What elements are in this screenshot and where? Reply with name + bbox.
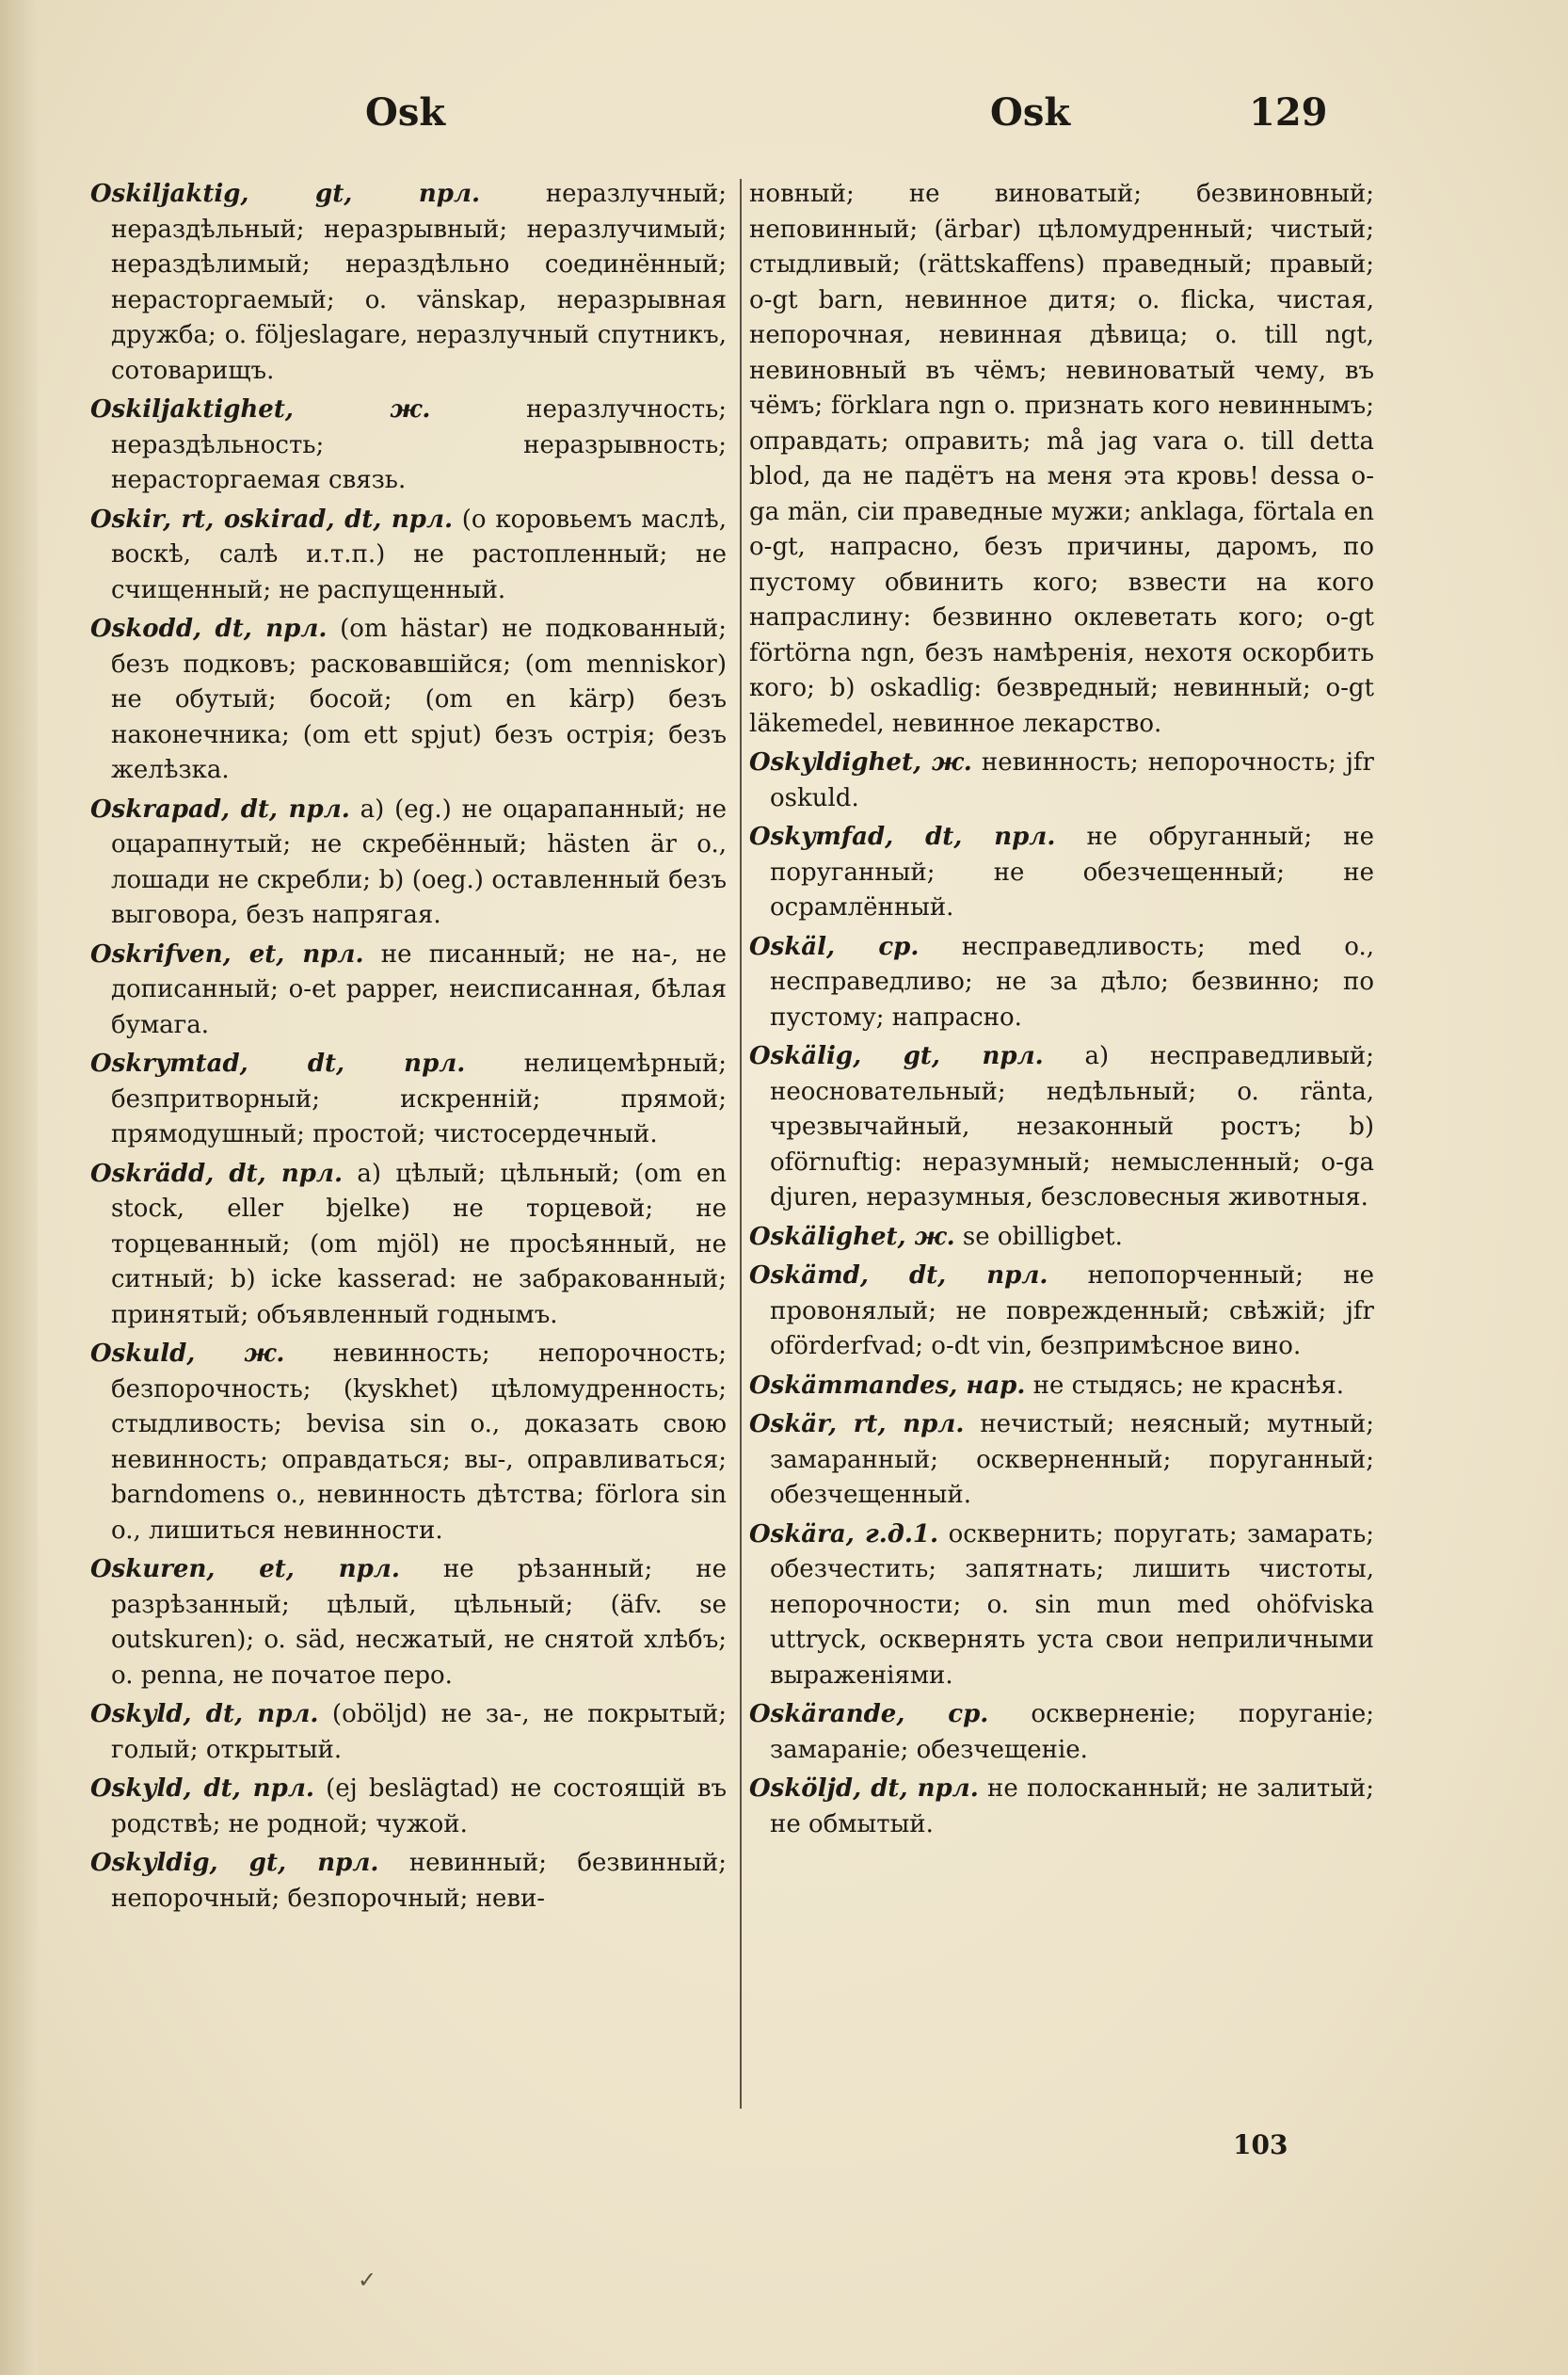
dictionary-entry [90,393,727,499]
dictionary-entry [749,1220,1374,1256]
dictionary-entry [749,1369,1374,1404]
entry-headword: Oskrapad, dt, прл. [90,794,350,824]
entry-definition: a) несправедливый; неосновательный; недѣльный; o. ränta, чрезвычайный, незаконный ростъ; b) oförnuftig: неразумный; немысленный; o-ga djuren, неразумныя, безсловесныя животныя. [770,1042,1374,1212]
entry-definition: не рѣзанный; не разрѣзанный; цѣлый, цѣльный; (äfv. se outskuren); o. säd, несжатый, не снятой хлѣбъ; o. penna, не початое перо. [111,1555,727,1690]
pencil-mark: ✓ [358,2267,377,2293]
dictionary-entry [90,503,727,609]
dictionary-entry [90,938,727,1044]
entry-definition: не писанный; не на-, не дописанный; o-et papper, неисписанная, бѣлая бумага. [111,939,727,1039]
dictionary-entry [749,1697,1374,1768]
column-divider [740,179,742,2109]
dictionary-entry [749,1407,1374,1514]
dictionary-entry [749,1259,1374,1365]
entry-headword: Oskälig, gt, прл. [749,1042,1044,1070]
dictionary-entry [749,1039,1374,1216]
entry-definition: нелицемѣрный; безпритворный; искренній; прямой; прямодушный; простой; чистосердечный. [111,1050,727,1148]
header-left: Osk [365,90,446,135]
entry-headword: Oskälighet, ж. [749,1222,955,1251]
entry-headword: Oskyld, dt, прл. [90,1774,314,1803]
entry-definition: не стыдясь; не краснѣя. [1025,1371,1345,1400]
entry-headword: Osköljd, dt, прл. [749,1774,979,1803]
entry-definition: непопорченный; не провонялый; не поврежденный; свѣжій; jfr oförderfvad; o-dt vin, безпримѣсное вино. [770,1261,1374,1360]
right-column [749,177,1374,1846]
entry-definition: неразлучность; нераздѣльность; неразрывность; нерасторгаемая связь. [111,395,728,494]
dictionary-entry [749,930,1374,1036]
dictionary-entry [90,612,727,789]
dictionary-entry [749,820,1374,926]
dictionary-entry [749,1517,1374,1694]
dictionary-entry [90,1697,727,1768]
entry-headword: Oskuren, et, прл. [90,1555,400,1583]
entry-definition: se obilligbet. [954,1222,1123,1251]
entry-headword: Oskymfad, dt, прл. [749,823,1056,851]
header-right: Osk [990,90,1071,135]
entry-headword: Oskir, rt, oskirad, dt, прл. [90,505,454,534]
dictionary-entry [749,1772,1374,1842]
entry-definition: нечистый; неясный; мутный; замаранный; оскверненный; поруганный; обезчещенный. [770,1410,1374,1509]
entry-definition: не полосканный; не залитый; не обмытый. [770,1774,1374,1838]
entry-definition: невинность; непорочность; безпорочность; (kyskhet) цѣломудренность; стыдливость; bevisa sin o., доказать свою невинность; оправдаться; вы-, оправливаться; barndomens o., невинность дѣтства; förlora sin o., лишиться невинности. [111,1340,727,1545]
entry-definition: неразлучный; нераздѣльный; неразрывный; неразлучимый; нераздѣлимый; нераздѣльно соединённый; нерасторгаемый; o. vänskap, неразрывная дружба; o. följeslagare, неразлучный спутникъ, сотоварищъ. [111,180,728,385]
entry-definition: осквернить; поругать; замарать; обезчестить; запятнать; лишить чистоты, непорочности; o. sin mun med ohöfviska uttryck, осквернять уста свои неприличными выраженіями. [770,1519,1374,1690]
entry-definition: a) цѣлый; цѣльный; (om en stock, eller bjelke) не торцевой; не торцеванный; (om mjöl) не просѣянный, не ситный; b) icke kasserad: не забракованный; принятый; объявленный годнымъ. [111,1159,727,1329]
entry-headword: Oskrifven, et, прл. [90,939,364,969]
entry-definition: (om hästar) не подкованный; безъ подковъ; расковавшійся; (om menniskor) не обутый; босой; (om en kärp) безъ наконечника; (om ett spjut) безъ острія; безъ желѣзка. [111,615,727,784]
entry-definition: a) (eg.) не оцарапанный; не оцарапнутый; не скребённый; hästen är o., лошади не скребли; b) (oeg.) оставленный безъ выговора, безъ напрягая. [111,794,727,929]
entry-headword: Oskära, г.д.1. [749,1519,939,1549]
dictionary-entry [90,1772,727,1842]
dictionary-entry [90,1552,727,1693]
signature-mark: 103 [1233,2129,1288,2160]
entry-definition: (oböljd) не за-, не покрытый; голый; открытый. [111,1700,727,1764]
entry-definition: не обруганный; не поруганный; не обезчещенный; не осрамлённый. [770,823,1374,922]
entry-definition: несправедливость; med o., несправедливо; не за дѣло; безвинно; по пустому; напрасно. [770,932,1374,1032]
entry-headword: Oskiljaktig, gt, прл. [90,180,481,208]
entry-headword: Oskämmandes, нар. [749,1371,1026,1400]
dictionary-entry [90,1337,727,1549]
entry-definition: невинный; безвинный; непорочный; безпорочный; неви- [111,1849,727,1913]
entry-definition: (ej beslägtad) не состоящій въ родствѣ; не родной; чужой. [111,1774,727,1838]
entry-continuation: новный; не виноватый; безвиновный; неповинный; (ärbar) цѣломудренный; чистый; стыдливый; (rättskaffens) праведный; правый; o-gt barn, невинное дитя; o. flicka, чистая, непорочная, невинная дѣвица; o. till ngt, невиновный въ чёмъ; невиноватый чему, въ чёмъ; förklara ngn o. признать кого невиннымъ; оправдать; оправить; må jag vara o. till detta blod, да не падётъ на меня эта кровь! dessa o-ga män, сіи праведные мужи; anklaga, förtala en o-gt, напрасно, безъ причины, даромъ, по пустому обвинить кого; взвести на кого напраслину: безвинно оклеветать кого; o-gt förtörna ngn, безъ намѣренія, нехотя оскорбить кого; b) oskadlig: безвредный; невинный; o-gt läkemedel, невинное лекарство. [749,180,1374,738]
entry-headword: Oskärande, ср. [749,1700,989,1728]
page-gutter [0,0,38,2375]
entry-headword: Oskär, rt, прл. [749,1410,965,1438]
entry-headword: Oskrymtad, dt, прл. [90,1050,466,1078]
entry-headword: Oskyldighet, ж. [749,748,972,777]
entry-definition: (о коровьемъ маслѣ, воскѣ, салѣ и.т.п.) не растопленный; не счищенный; не распущенный. [111,505,727,604]
page-number: 129 [1249,90,1328,135]
left-column [90,177,727,1920]
entry-definition: оскверненіе; поруганіе; замараніе; обезчещеніе. [770,1700,1375,1764]
entry-headword: Oskodd, dt, прл. [90,615,328,643]
dictionary-entry [749,746,1374,816]
entry-headword: Oskuld, ж. [90,1340,285,1368]
entry-definition: невинность; непорочность; jfr oskuld. [770,748,1374,812]
entry-headword: Oskyld, dt, прл. [90,1700,319,1728]
dictionary-entry [90,1047,727,1153]
entry-headword: Oskiljaktighet, ж. [90,395,431,424]
entry-headword: Oskyldig, gt, прл. [90,1849,379,1877]
dictionary-entry [90,1846,727,1917]
entry-headword: Oskämd, dt, прл. [749,1261,1048,1290]
dictionary-entry [90,793,727,934]
dictionary-entry [90,1157,727,1334]
dictionary-entry [90,177,727,389]
entry-headword: Oskrädd, dt, прл. [90,1159,343,1188]
entry-headword: Oskäl, ср. [749,932,920,961]
